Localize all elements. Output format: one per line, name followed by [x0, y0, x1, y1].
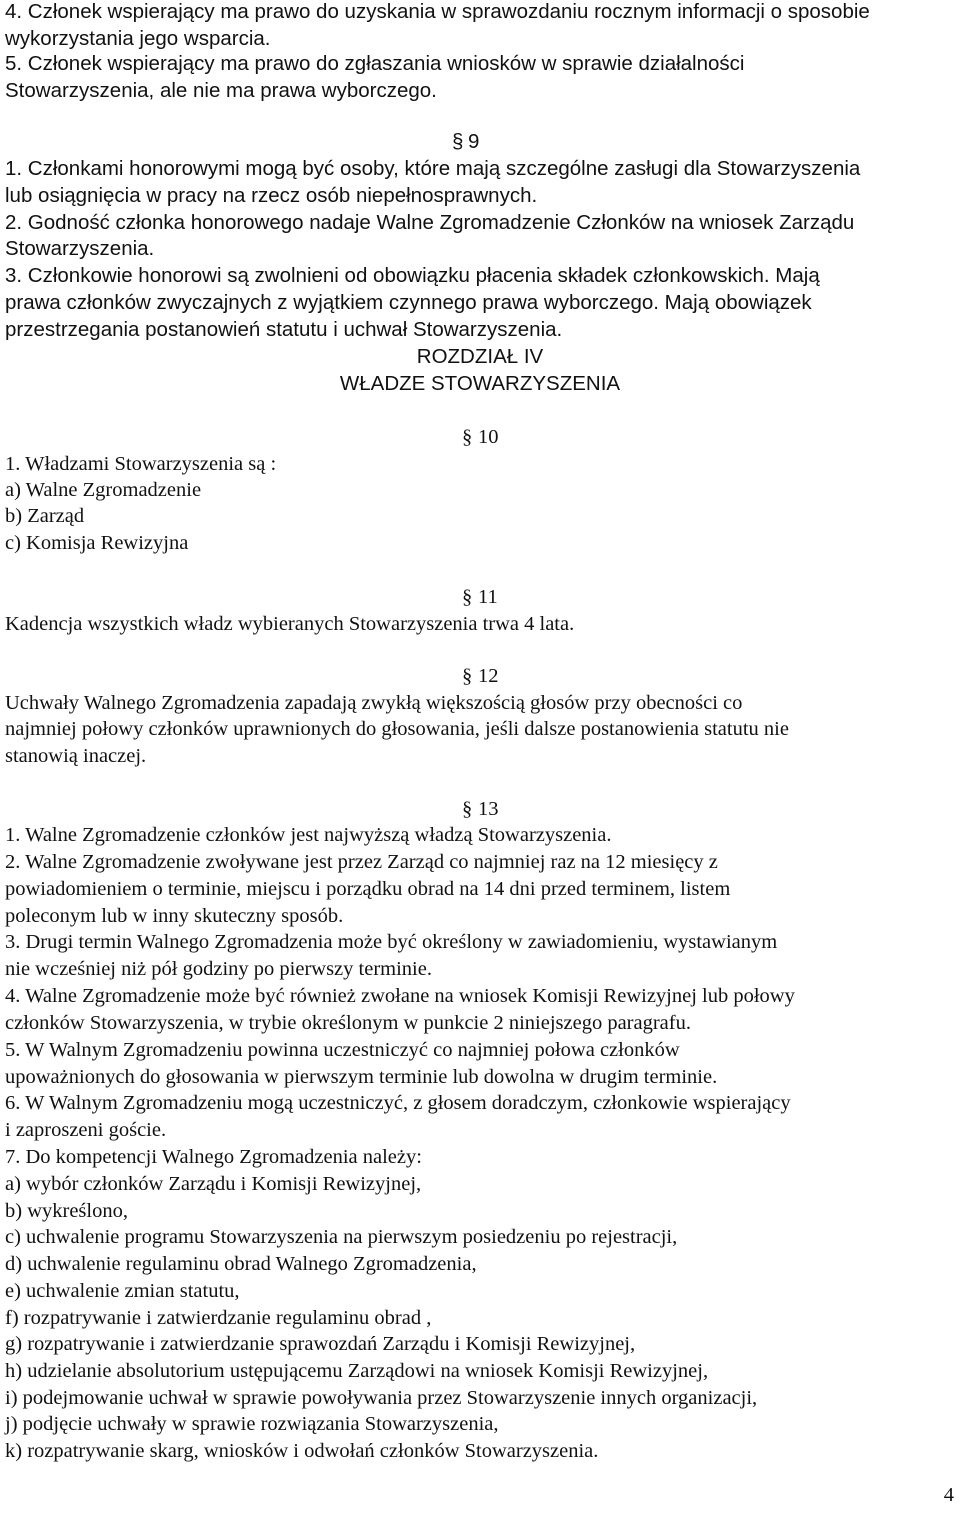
text-line: 5. W Walnym Zgromadzeniu powinna uczestniczyć co najmniej połowa członków: [5, 1039, 680, 1061]
text-line: 7. Do kompetencji Walnego Zgromadzenia należy:: [5, 1146, 422, 1168]
text-line: 2. Godność członka honorowego nadaje Walne Zgromadzenie Członków na wniosek Zarządu: [5, 211, 855, 234]
text-line: f) rozpatrywanie i zatwierdzanie regulaminu obrad ,: [5, 1307, 432, 1329]
paragraph-sign-icon: §: [462, 426, 473, 448]
section-number: 11: [478, 586, 498, 608]
section-number: 10: [478, 426, 499, 448]
text-line: d) uchwalenie regulaminu obrad Walnego Zgromadzenia,: [5, 1253, 477, 1275]
chapter-title: WŁADZE STOWARZYSZENIA: [339, 372, 621, 395]
text-line: 4. Członek wspierający ma prawo do uzyskania w sprawozdaniu rocznym informacji o sposobie: [5, 0, 870, 23]
text-line: stanowią inaczej.: [5, 745, 147, 767]
section-number: 13: [478, 798, 499, 820]
text-line: k) rozpatrywanie skarg, wniosków i odwołań członków Stowarzyszenia.: [5, 1440, 599, 1462]
text-line: c) uchwalenie programu Stowarzyszenia na pierwszym posiedzeniu po rejestracji,: [5, 1226, 678, 1248]
text-line: 3. Członkowie honorowi są zwolnieni od obowiązku płacenia składek członkowskich. Mają: [5, 264, 820, 287]
text-line: członków Stowarzyszenia, w trybie określonym w punkcie 2 niniejszego paragrafu.: [5, 1012, 691, 1034]
page-number: 4: [943, 1484, 954, 1506]
text-line: powiadomieniem o terminie, miejscu i porządku obrad na 14 dni przed terminem, listem: [5, 878, 731, 900]
text-line: 6. W Walnym Zgromadzeniu mogą uczestniczyć, z głosem doradczym, członkowie wspierający: [5, 1092, 791, 1114]
text-line: upoważnionych do głosowania w pierwszym terminie lub dowolna w drugim terminie.: [5, 1066, 718, 1088]
text-line: Uchwały Walnego Zgromadzenia zapadają zwykłą większością głosów przy obecności co: [5, 692, 743, 714]
text-line: 2. Walne Zgromadzenie zwoływane jest przez Zarząd co najmniej raz na 12 miesięcy z: [5, 851, 718, 873]
text-line: najmniej połowy członków uprawnionych do głosowania, jeśli dalsze postanowienia statutu nie: [5, 718, 789, 740]
text-line: 1. Walne Zgromadzenie członków jest najwyższą władzą Stowarzyszenia.: [5, 824, 612, 846]
text-line: 4. Walne Zgromadzenie może być również zwołane na wniosek Komisji Rewizyjnej lub połowy: [5, 985, 795, 1007]
text-line: e) uchwalenie zmian statutu,: [5, 1280, 240, 1302]
text-line: i zaproszeni goście.: [5, 1119, 167, 1141]
text-line: 3. Drugi termin Walnego Zgromadzenia może być określony w zawiadomieniu, wystawianym: [5, 931, 778, 953]
paragraph-sign-icon: §: [462, 665, 473, 687]
text-line: 5. Członek wspierający ma prawo do zgłaszania wniosków w sprawie działalności: [5, 52, 745, 75]
section-number: 12: [478, 665, 499, 687]
text-line: j) podjęcie uchwały w sprawie rozwiązania Stowarzyszenia,: [5, 1413, 499, 1435]
chapter-label: ROZDZIAŁ IV: [416, 345, 544, 368]
text-line: b) Zarząd: [5, 505, 85, 527]
text-line: Stowarzyszenia.: [5, 237, 155, 260]
text-line: lub osiągnięcia w pracy na rzecz osób niepełnosprawnych.: [5, 184, 538, 207]
text-line: nie wcześniej niż pół godziny po pierwszy terminie.: [5, 958, 432, 980]
section-heading: [462, 424, 499, 451]
section-heading: [452, 128, 479, 155]
text-line: g) rozpatrywanie i zatwierdzanie sprawozdań Zarządu i Komisji Rewizyjnej,: [5, 1333, 636, 1355]
text-line: 1. Członkami honorowymi mogą być osoby, które mają szczególne zasługi dla Stowarzyszenia: [5, 157, 861, 180]
text-line: wykorzystania jego wsparcia.: [5, 27, 271, 50]
text-line: prawa członków zwyczajnych z wyjątkiem czynnego prawa wyborczego. Mają obowiązek: [5, 291, 812, 314]
paragraph-sign-icon: §: [462, 586, 473, 608]
text-line: 1. Władzami Stowarzyszenia są :: [5, 453, 277, 475]
text-line: a) wybór członków Zarządu i Komisji Rewizyjnej,: [5, 1173, 422, 1195]
text-line: przestrzegania postanowień statutu i uchwał Stowarzyszenia.: [5, 318, 563, 341]
paragraph-sign-icon: §: [452, 130, 464, 153]
text-line: i) podejmowanie uchwał w sprawie powoływania przez Stowarzyszenie innych organizacji,: [5, 1387, 758, 1409]
paragraph-sign-icon: §: [462, 798, 473, 820]
text-line: Kadencja wszystkich władz wybieranych Stowarzyszenia trwa 4 lata.: [5, 613, 575, 635]
text-line: a) Walne Zgromadzenie: [5, 479, 202, 501]
text-line: h) udzielanie absolutorium ustępującemu Zarządowi na wniosek Komisji Rewizyjnej,: [5, 1360, 709, 1382]
text-line: b) wykreślono,: [5, 1200, 128, 1222]
section-number: 9: [468, 130, 480, 153]
text-line: poleconym lub w inny skuteczny sposób.: [5, 905, 344, 927]
section-heading: [462, 796, 499, 823]
section-heading: [462, 663, 499, 690]
section-heading: [462, 584, 498, 611]
text-line: c) Komisja Rewizyjna: [5, 532, 189, 554]
text-line: Stowarzyszenia, ale nie ma prawa wyborczego.: [5, 79, 437, 102]
